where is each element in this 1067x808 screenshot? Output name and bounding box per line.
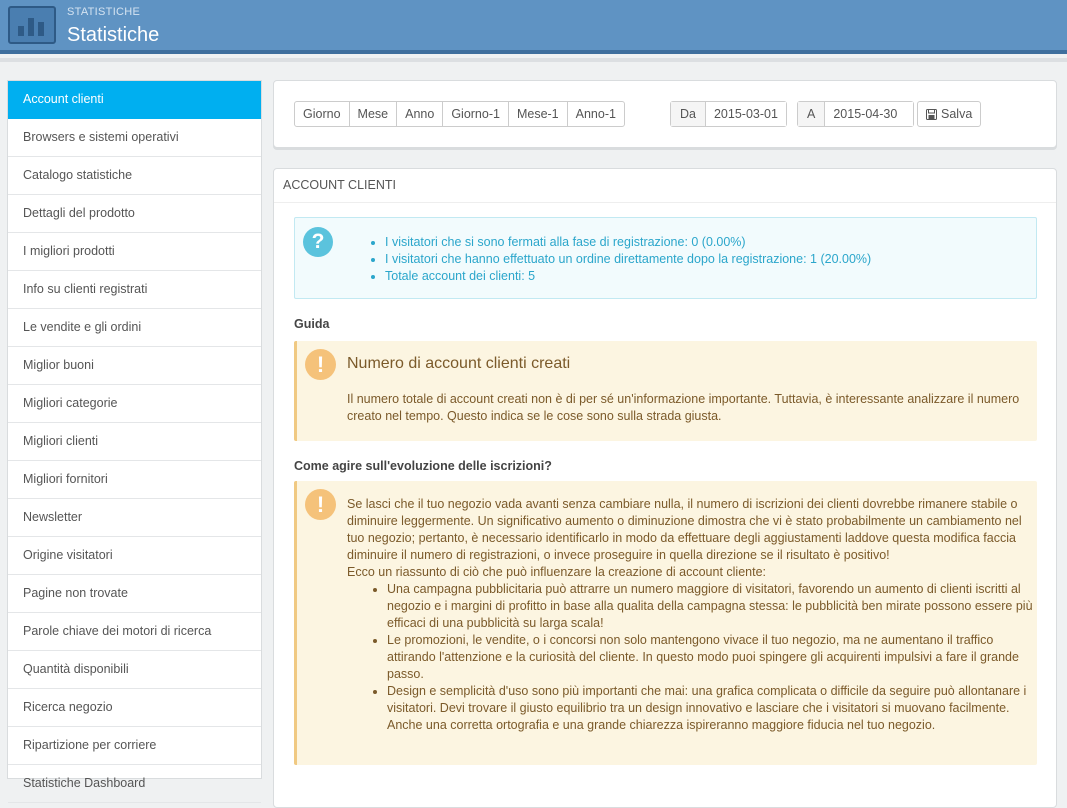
info-list — [385, 234, 871, 285]
date-to-group — [797, 101, 914, 127]
period-button-giorno[interactable]: Giorno — [295, 102, 350, 126]
date-to-label: A — [798, 102, 825, 126]
date-filter-panel — [273, 80, 1057, 148]
date-from-group — [670, 101, 787, 127]
bar-chart-icon — [8, 6, 56, 44]
exclamation-icon: ! — [305, 489, 336, 520]
account-clienti-panel — [273, 168, 1057, 808]
page-title: Statistiche — [67, 24, 160, 46]
floppy-disk-icon — [926, 109, 937, 120]
sidebar-item-migliori-clienti[interactable]: Migliori clienti — [8, 423, 261, 461]
save-button-label: Salva — [941, 107, 973, 121]
sidebar-item-migliori-prodotti[interactable]: I migliori prodotti — [8, 233, 261, 271]
info-item-registration-stopped: • I visitatori che si sono fermati alla fase di registrazione: 0 (0.00%) — [385, 234, 871, 251]
advice-point-advertising: • Una campagna pubblicitaria può attrarre un numero maggiore di visitatori, favorendo un aumento di clienti iscritti al negozio e i margini di profitto in base alla qualita della campagna stessa: le pubblicità ben mirate possono essere più efficaci di una pubblicità su larga scala! — [387, 581, 1037, 632]
sidebar-item-dashboard[interactable]: Statistiche Dashboard — [8, 765, 261, 803]
sidebar-item-migliori-fornitori[interactable]: Migliori fornitori — [8, 461, 261, 499]
exclamation-icon: ! — [305, 349, 336, 380]
sidebar-item-pagine-non-trovate[interactable]: Pagine non trovate — [8, 575, 261, 613]
sidebar-item-migliori-categorie[interactable]: Migliori categorie — [8, 385, 261, 423]
guide-title: Guida — [294, 317, 330, 331]
guide-text: Il numero totale di account creati non è di per sé un'informazione importante. Tuttavia, è interessante analizzare il numero creato nel tempo. Questo indica se le cose sono sulla strada giusta. — [347, 392, 1020, 423]
top-header — [0, 0, 1067, 54]
guide-heading: Numero di account clienti creati — [347, 355, 571, 372]
sidebar-item-dettagli-prodotto[interactable]: Dettagli del prodotto — [8, 195, 261, 233]
advice-list — [387, 581, 1037, 734]
sidebar-item-vendite-ordini[interactable]: Le vendite e gli ordini — [8, 309, 261, 347]
advice-point-design: • Design e semplicità d'uso sono più importanti che mai: una grafica complicata o difficile da seguire può allontanare i visitatori. Devi trovare il giusto equilibrio tra un design innovativo e lasciare che i visitatori si muovano facilmente. Anche una corretta ortografia e una grande chiarezza ispireranno maggiore fiducia nel tuo negozio. — [387, 683, 1037, 734]
guide-warning-box — [294, 341, 1037, 441]
period-button-anno-1[interactable]: Anno-1 — [575, 107, 616, 121]
sidebar-item-parole-chiave[interactable]: Parole chiave dei motori di ricerca — [8, 613, 261, 651]
advice-intro: Se lasci che il tuo negozio vada avanti senza cambiare nulla, il numero di iscrizioni dei clienti dovrebbe rimanere stabile o diminuire leggermente. Un significativo aumento o diminuzione dimostra che vi è stato probabilmente un cambiamento nel tuo negozio; pertanto, è necessario identificarlo in modo da effettuare degli aggiustamenti laddove questa modifica faccia diminuire il numero di registrazioni, o invece proseguire in quella direzione se il risultato è positivo! — [347, 497, 1022, 562]
info-alert — [294, 217, 1037, 299]
sidebar-item-browsers[interactable]: Browsers e sistemi operativi — [8, 119, 261, 157]
info-item-order-after-registration: • I visitatori che hanno effettuato un ordine direttamente dopo la registrazione: 1 (20.00%) — [385, 251, 871, 268]
period-button-group — [294, 101, 625, 127]
sidebar-item-info-clienti[interactable]: Info su clienti registrati — [8, 271, 261, 309]
period-button-mese[interactable]: Mese — [350, 102, 398, 126]
date-from-label: Da — [671, 102, 706, 126]
sidebar-item-miglior-buoni[interactable]: Miglior buoni — [8, 347, 261, 385]
date-from-input[interactable]: 2015-03-01 — [706, 102, 786, 126]
date-to-input[interactable]: 2015-04-30 — [825, 102, 913, 126]
info-item-total-accounts: • Totale account dei clienti: 5 — [385, 268, 871, 285]
advice-text — [347, 496, 1037, 734]
sidebar-item-ricerca-negozio[interactable]: Ricerca negozio — [8, 689, 261, 727]
sidebar-item-newsletter[interactable]: Newsletter — [8, 499, 261, 537]
sidebar-item-origine-visitatori[interactable]: Origine visitatori — [8, 537, 261, 575]
sidebar-item-catalogo[interactable]: Catalogo statistiche — [8, 157, 261, 195]
question-icon: ? — [303, 227, 333, 257]
save-button[interactable] — [917, 101, 981, 127]
stats-sidebar — [7, 80, 262, 790]
advice-point-promotions: • Le promozioni, le vendite, o i concorsi non solo mantengono vivace il tuo negozio, ma ne aumentano il traffico attirando l'attenzione e la curiosità del cliente. In questo modo puoi spingere gli acquirenti impulsivi a fare il grande passo. — [387, 632, 1037, 683]
sidebar-item-account-clienti[interactable]: Account clienti — [8, 81, 261, 119]
advice-warning-box — [294, 481, 1037, 765]
period-button-mese-1[interactable]: Mese-1 — [509, 102, 568, 126]
sidebar-item-quantita[interactable]: Quantità disponibili — [8, 651, 261, 689]
sidebar-item-corriere[interactable]: Ripartizione per corriere — [8, 727, 261, 765]
advice-title: Come agire sull'evoluzione delle iscrizioni? — [294, 459, 552, 473]
breadcrumb[interactable]: STATISTICHE — [67, 6, 141, 18]
header-divider — [0, 58, 1067, 62]
period-button-anno[interactable]: Anno — [397, 102, 443, 126]
period-button-giorno-1[interactable]: Giorno-1 — [443, 102, 509, 126]
advice-summary: Ecco un riassunto di ciò che può influenzare la creazione di account cliente: — [347, 565, 767, 579]
panel-heading: ACCOUNT CLIENTI — [274, 169, 1056, 203]
